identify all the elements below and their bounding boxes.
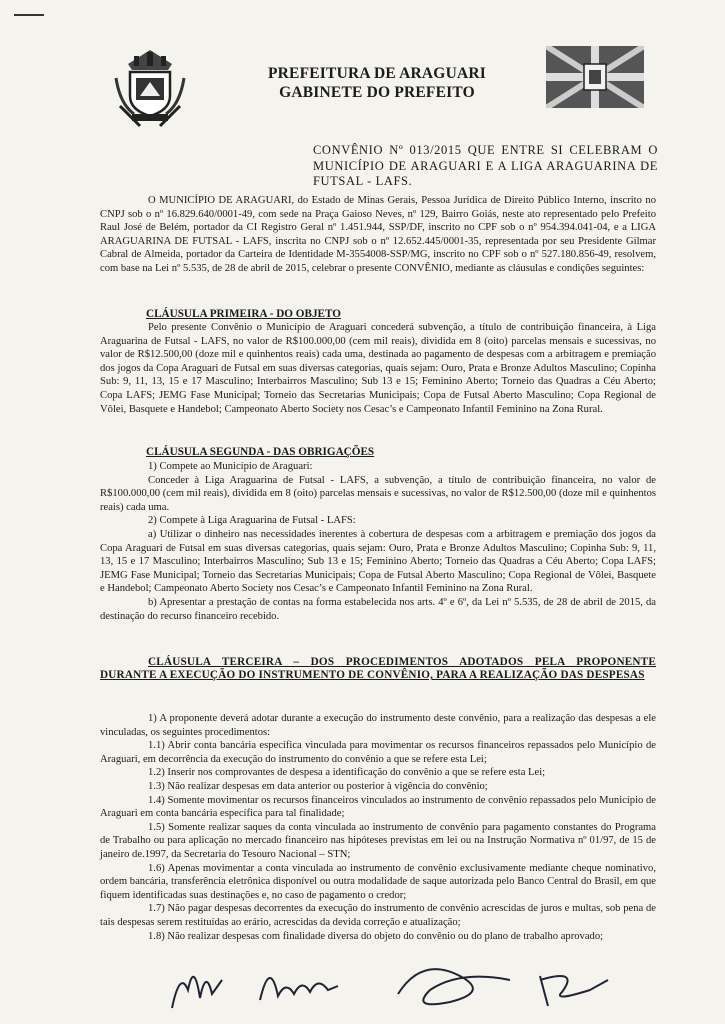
signatures: [160, 950, 630, 1020]
araguari-flag-icon: [546, 46, 644, 108]
municipal-coat-of-arms-icon: [110, 44, 190, 129]
signature-2: [260, 978, 338, 1000]
clause1-body: [100, 321, 656, 416]
letterhead-title: [232, 64, 522, 102]
clause2-item2b: b) Apresentar a prestação de contas na forma estabelecida nos arts. 4º e 6º, da Lei nº 5.535, de 28 de abril de 2015, da destinação do recurso financeiro recebido.: [100, 596, 656, 622]
preamble-text: O MUNICÍPIO DE ARAGUARI, do Estado de Minas Gerais, Pessoa Jurídica de Direito Público Interno, inscrito no CNPJ sob o nº 16.829.640/0001-49, com sede na Praça Gaioso Neves, nº 129, Bairro Goiás, neste ato representado pelo Prefeito Raul José de Belém, portador da CI Registro Geral nº 1.451.944, SSP/DF, inscrito no CPF sob o nº 954.394.041-04, e a LIGA ARAGUARINA DE FUTSAL - LAFS, inscrita no CNPJ sob o nº 12.652.445/0001-35, representada por seu Presidente Gilmar Cabral de Almeida, portador da Carteira de Identidade M-3554008-SSP/MG, inscrito no CPF sob o nº 527.180.856-49, resolvem, com base na Lei nº 5.535, de 28 de abril de 2015, celebrar o presente CONVÊNIO, mediante as cláusulas e condições seguintes:: [100, 195, 656, 274]
signature-1: [172, 977, 222, 1008]
clause2-title: CLÁUSULA SEGUNDA - DAS OBRIGAÇÕES: [146, 446, 375, 458]
clause3-item: 1.6) Apenas movimentar a conta vinculada ao instrumento de convênio exclusivamente mediante cheque nominativo, ordem bancária, transferência eletrônica disponível ou outra modalidade de saque autorizada pelo Banco Central do Brasil, em que fiquem identificadas suas destinações e, no caso de pagamento o credor;: [100, 862, 656, 901]
clause2-item2a: a) Utilizar o dinheiro nas necessidades inerentes à cobertura de despesas com a arbitragem e premiação dos jogos da Copa Araguari de Futsal em suas diversas categorias, quais sejam: Ouro, Prata e Bronze Adultos Masculino; Copinha Sub: 9, 11, 13, 15 e 17 Masculino; Interbairros Masculino; Sub 13 e 15; Feminino Aberto; Torneio das Quadras a Céu Aberto; Copa LAFS; JEMG Fase Municipal; Torneio das Secretarias Municipais; Copa de Futsal Aberto Masculino; Copa Regional de Vôlei, Basquete e Handebol; Campeonato Aberto Society nos Cesac’s e Campeonato Infantil Feminino na Zona Rural.: [100, 528, 656, 595]
office-name: GABINETE DO PREFEITO: [279, 84, 475, 101]
letterhead: [0, 40, 725, 130]
signature-3: [398, 969, 510, 1004]
clause3-item: 1.2) Inserir nos comprovantes de despesa a identificação do convênio a que se refere esta Lei;: [148, 767, 546, 779]
clause3-item: 1.5) Somente realizar saques da conta vinculada ao instrumento de convênio para pagamento constantes do Programa de Trabalho ou para aplicação no mercado financeiro nas hipóteses previstas em lei ou na Instrução Normativa nº 01/97, de 15 de janeiro de.1997, da Secretaria do Tesouro Nacional – STN;: [100, 821, 656, 860]
clause3-body: [100, 712, 656, 943]
preamble: [100, 194, 656, 276]
top-mark: [14, 14, 44, 16]
clause1-title: CLÁUSULA PRIMEIRA - DO OBJETO: [146, 308, 341, 320]
clause1-text: Pelo presente Convênio o Município de Araguari concederá subvenção, a título de contribuição financeira, à Liga Araguarina de Futsal - LAFS, no valor de R$100.000,00 (cem mil reais), dividida em 8 (oito) parcelas mensais e sucessivas, no valor de R$12.500,00 (doze mil e quinhentos reais) cada uma, destinada ao pagamento de despesas com a arbitragem e premiação dos jogos da Copa Araguari de Futsal em suas diversas categorias, quais sejam: Ouro, Prata e Bronze Adultos Masculino; Copinha Sub: 9, 11, 13, 15 e 17 Masculino; Interbairros Masculino; Sub 13 e 15; Feminino Aberto; Torneio das Quadras a Céu Aberto; Copa LAFS; JEMG Fase Municipal; Torneio das Secretarias Municipais; Copa de Futsal Aberto Masculino; Copa Regional de Vôlei, Basquete e Handebol; Campeonato Aberto Society nos Cesac’s e Campeonato Infantil Feminino na Zona Rural.: [100, 322, 656, 415]
clause2-item1-heading: 1) Compete ao Município de Araguari:: [148, 461, 313, 472]
clause3-item: 1.3) Não realizar despesas em data anterior ou posterior à vigência do convênio;: [148, 780, 488, 792]
clause2-body: [100, 460, 656, 623]
clause3-item: 1.8) Não realizar despesas com finalidade diversa do objeto do convênio ou do plano de trabalho aprovado;: [148, 930, 604, 942]
org-name: PREFEITURA DE ARAGUARI: [268, 65, 486, 82]
clause2-item2-heading: 2) Compete à Liga Araguarina de Futsal - LAFS:: [148, 515, 356, 527]
clause3-intro: 1) A proponente deverá adotar durante a execução do instrumento deste convênio, para a realização das despesas a ele vinculadas, os seguintes procedimentos:: [100, 713, 656, 738]
clause3-item: 1.7) Não pagar despesas decorrentes da execução do instrumento de convênio acrescidas de juros e multas, sob pena de tais despesas serem restituídas ao erário, acrescidas da devida correção e atualização;: [100, 903, 656, 928]
agreement-title: CONVÊNIO Nº 013/2015 QUE ENTRE SI CELEBRAM O MUNICÍPIO DE ARAGUARI E A LIGA ARAGUARINA DE FUTSAL - LAFS.: [313, 143, 658, 188]
clause3-item: 1.1) Abrir conta bancária específica vinculada para movimentar os recursos financeiros repassados pelo Município de Araguari, em decorrência da execução do instrumento do convênio a que se refere esta Lei;: [100, 740, 656, 765]
clause3-title: CLÁUSULA TERCEIRA – DOS PROCEDIMENTOS ADOTADOS PELA PROPONENTE DURANTE A EXECUÇÃO DO INSTRUMENTO DE CONVÊNIO, PARA A REALIZAÇÃO DAS DESPESAS: [100, 656, 656, 681]
clause3-item: 1.4) Somente movimentar os recursos financeiros vinculados ao instrumento de convênio repassados pelo Município de Araguari em conta bancária específica para tal finalidade;: [100, 794, 656, 820]
signature-4: [540, 976, 608, 1006]
clause2-item1-text: Conceder à Liga Araguarina de Futsal - LAFS, a subvenção, a título de contribuição financeira, no valor de R$100.000,00 (cem mil reais), dividida em 8 (oito) parcelas mensais e sucessivas, no valor de R$12.500,00 (doze mil e quinhentos reais) cada uma.: [100, 474, 656, 513]
